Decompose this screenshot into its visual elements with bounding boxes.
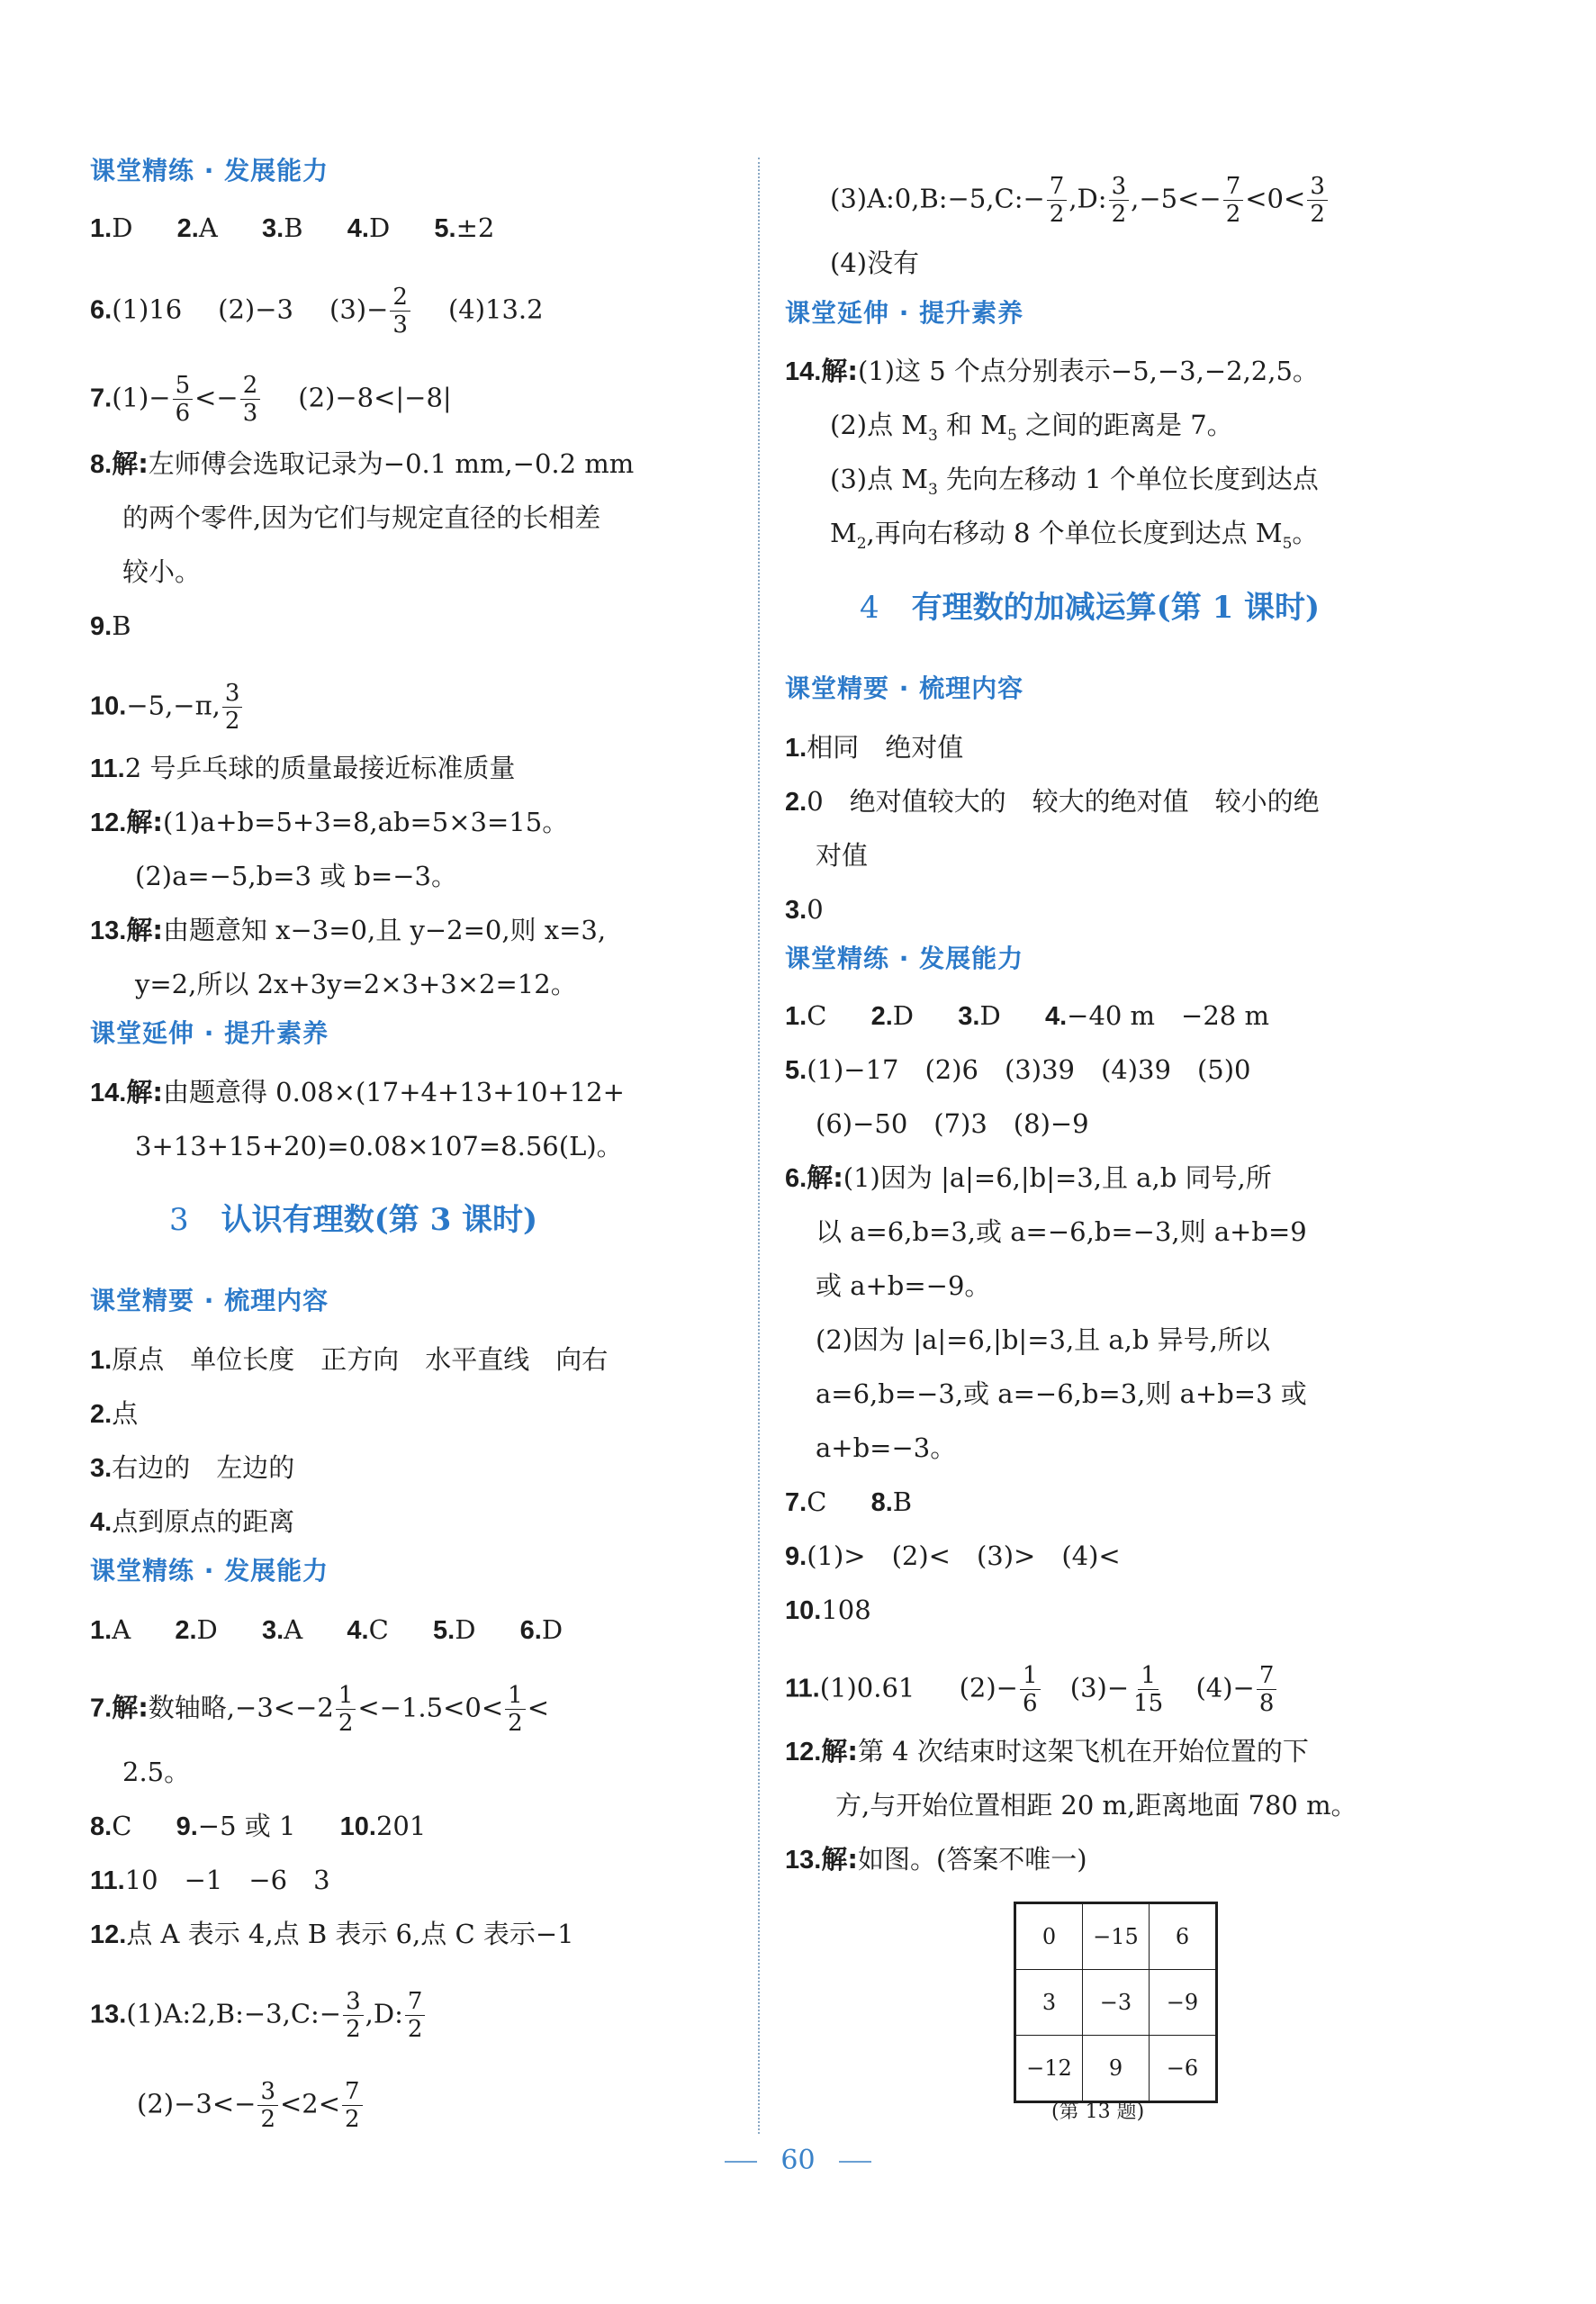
answer-q13: 13.解:由题意知 x−3=0,且 y−2=0,则 x=3, (90, 915, 607, 945)
lesson-title: 4 有理数的加减运算(第 1 课时) (860, 590, 1321, 626)
grid-cell: −12 (1015, 2036, 1083, 2102)
answer-q13: 13.解:如图。(答案不唯一) (785, 1844, 1087, 1875)
fraction: $\frac{1}{2}$ (336, 1682, 356, 1737)
answer-q12: 12.解:第 4 次结束时这架飞机在开始位置的下 (785, 1736, 1309, 1766)
answer-line-1-6: 1.A 2.D 3.A 4.C 5.D 6.D (90, 1614, 564, 1645)
fraction: $\frac{1}{2}$ (505, 1682, 526, 1737)
fraction: $\frac{1}{6}$ (1020, 1662, 1041, 1717)
answer-q7: 7.(1)− $\frac{5}{6}$ <− $\frac{2}{3}$ (2)−8<|−8| (90, 372, 452, 427)
answer-line-7-8: 7.C 8.B (785, 1486, 913, 1517)
answer-q8-cont: 较小。 (122, 556, 202, 587)
grid-cell: 6 (1150, 1903, 1217, 1970)
answer-line-1-5: 1.D 2.A 3.B 4.D 5.±2 (90, 212, 495, 243)
grid-cell: 3 (1015, 1970, 1083, 2036)
answer-q13-cont: y=2,所以 2x+3y=2×3+3×2=12。 (135, 969, 577, 999)
section-heading: 课堂精练 · 发展能力 (785, 944, 1024, 973)
grid-cell: 0 (1015, 1903, 1083, 1970)
section-heading: 课堂延伸 · 提升素养 (90, 1018, 329, 1048)
fraction: $\frac{7}{8}$ (1257, 1662, 1277, 1717)
answer-q14: 14.解:(1)这 5 个点分别表示−5,−3,−2,2,5。 (785, 356, 1319, 386)
answer-q6: 6.解:(1)因为 |a|=6,|b|=3,且 a,b 同号,所 (785, 1162, 1272, 1193)
answer-q14-cont: (2)点 $M_3$ 和 $M_5$ 之间的距离是 7。 (830, 410, 1233, 445)
answer-q8: 8.解:左师傅会选取记录为−0.1 mm,−0.2 mm (90, 448, 635, 479)
answer-q9: 9.(1)> (2)< (3)> (4)< (785, 1541, 1121, 1571)
column-divider (758, 158, 760, 2134)
fraction: $\frac{2}{3}$ (390, 284, 410, 339)
answer-q12: 12.解:(1)a+b=5+3=8,ab=5×3=15。 (90, 807, 569, 837)
fraction: $\frac{3}{2}$ (1307, 173, 1328, 228)
footer-dash-left (725, 2161, 757, 2163)
answer-line-8-10: 8.C 9.−5 或 1 10.201 (90, 1811, 427, 1841)
answer-q11: 11.10 −1 −6 3 (90, 1865, 330, 1895)
answer-line: 3.0 (785, 894, 824, 925)
fraction: $\frac{3}{2}$ (1109, 173, 1130, 228)
section-heading: 课堂精要 · 梳理内容 (785, 673, 1024, 703)
answer-q7-cont: 2.5。 (122, 1757, 191, 1787)
fraction: $\frac{7}{2}$ (405, 1988, 426, 2043)
answer-q12-cont: 方,与开始位置相距 20 m,距离地面 780 m。 (835, 1790, 1357, 1821)
grid-cell: −15 (1083, 1903, 1150, 1970)
answer-q6-cont: a+b=−3。 (816, 1432, 957, 1463)
answer-q5: 5.(1)−17 (2)6 (3)39 (4)39 (5)0 (785, 1054, 1251, 1085)
fraction: $\frac{1}{15}$ (1133, 1662, 1164, 1717)
footer-dash-right (839, 2161, 871, 2163)
answer-q7: 7.解:数轴略,−3<−2 $\frac{1}{2}$ <−1.5<0< $\frac{1}{2}$ < (90, 1682, 549, 1737)
answer-q13-part4: (4)没有 (830, 248, 920, 278)
answer-line: 2.点 (90, 1398, 139, 1429)
answer-line: 1.原点 单位长度 正方向 水平直线 向右 (90, 1344, 609, 1375)
answer-q10: 10.108 (785, 1595, 871, 1625)
answer-q14-cont: (3)点 $M_3$ 先向左移动 1 个单位长度到达点 (830, 464, 1319, 499)
section-heading: 课堂延伸 · 提升素养 (785, 298, 1024, 328)
answer-q11: 11.2 号乒乓球的质量最接近标准质量 (90, 753, 516, 783)
answer-q14-cont: $M_2$,再向右移动 8 个单位长度到达点 $M_5$。 (830, 518, 1319, 553)
answer-q13-part3: (3)A:0,B:−5,C:− $\frac{7}{2}$ ,D: $\frac{3}{2}$ ,−5<− $\frac{7}{2}$ <0< $\frac{3}{2}$ (830, 173, 1330, 228)
fraction: $\frac{7}{2}$ (1047, 173, 1068, 228)
answer-line: 4.点到原点的距离 (90, 1506, 295, 1537)
answer-q10: 10.−5,−π, $\frac{3}{2}$ (90, 680, 244, 735)
fraction: $\frac{3}{2}$ (257, 2078, 278, 2133)
page-number-footer (0, 2145, 1596, 2176)
answer-line-1-4: 1.C 2.D 3.D 4.−40 m −28 m (785, 1000, 1269, 1031)
grid-cell: −6 (1150, 2036, 1217, 2102)
answer-q11: 11.(1)0.61 (2)− $\frac{1}{6}$ (3)− $\frac{1}{15}$ (4)− $\frac{7}{8}$ (785, 1662, 1278, 1717)
page-number: 60 (780, 2145, 816, 2176)
answer-q13-cont: (2)−3<− $\frac{3}{2}$ <2< $\frac{7}{2}$ (137, 2078, 365, 2133)
answer-q9: 9.B (90, 610, 131, 641)
answer-line: 3.右边的 左边的 (90, 1452, 295, 1483)
answer-line: 1.相同 绝对值 (785, 732, 964, 763)
fraction: $\frac{2}{3}$ (240, 372, 261, 427)
answer-q6-cont: 以 a=6,b=3,或 a=−6,b=−3,则 a+b=9 (816, 1216, 1307, 1247)
fraction: $\frac{3}{2}$ (222, 680, 243, 735)
fraction: $\frac{7}{2}$ (1223, 173, 1244, 228)
answer-q14-cont: 3+13+15+20)=0.08×107=8.56(L)。 (135, 1131, 623, 1161)
figure-caption: (第 13 题) (1051, 2101, 1145, 2123)
grid-cell: 9 (1083, 2036, 1150, 2102)
fraction: $\frac{3}{2}$ (343, 1988, 364, 2043)
grid-cell: −3 (1083, 1970, 1150, 2036)
answer-q6-cont: a=6,b=−3,或 a=−6,b=3,则 a+b=3 或 (816, 1378, 1307, 1409)
answer-q12: 12.点 A 表示 4,点 B 表示 6,点 C 表示−1 (90, 1919, 574, 1949)
answer-q8-cont: 的两个零件,因为它们与规定直径的长相差 (122, 502, 601, 533)
lesson-title: 3 认识有理数(第 3 课时) (169, 1202, 538, 1238)
magic-square-grid (1014, 1902, 1218, 2103)
answer-q6: 6.(1)16 (2)−3 (3)− $\frac{2}{3}$ (4)13.2 (90, 284, 544, 339)
fraction: $\frac{7}{2}$ (342, 2078, 363, 2133)
section-heading: 课堂精要 · 梳理内容 (90, 1286, 329, 1315)
answer-q5-cont: (6)−50 (7)3 (8)−9 (816, 1108, 1089, 1139)
grid-cell: −9 (1150, 1970, 1217, 2036)
answer-q6-cont: 或 a+b=−9。 (816, 1270, 991, 1301)
section-heading: 课堂精练 · 发展能力 (90, 156, 329, 185)
answer-q12-cont: (2)a=−5,b=3 或 b=−3。 (135, 861, 457, 891)
answer-q13: 13.(1)A:2,B:−3,C:− $\frac{3}{2}$ ,D: $\frac{7}{2}$ (90, 1988, 427, 2043)
answer-q14: 14.解:由题意得 0.08×(17+4+13+10+12+ (90, 1077, 625, 1107)
answer-line-cont: 对值 (816, 840, 869, 871)
fraction: $\frac{5}{6}$ (173, 372, 194, 427)
answer-q6-cont: (2)因为 |a|=6,|b|=3,且 a,b 异号,所以 (816, 1324, 1270, 1355)
answer-line: 2.0 绝对值较大的 较大的绝对值 较小的绝 (785, 786, 1320, 817)
section-heading: 课堂精练 · 发展能力 (90, 1556, 329, 1586)
